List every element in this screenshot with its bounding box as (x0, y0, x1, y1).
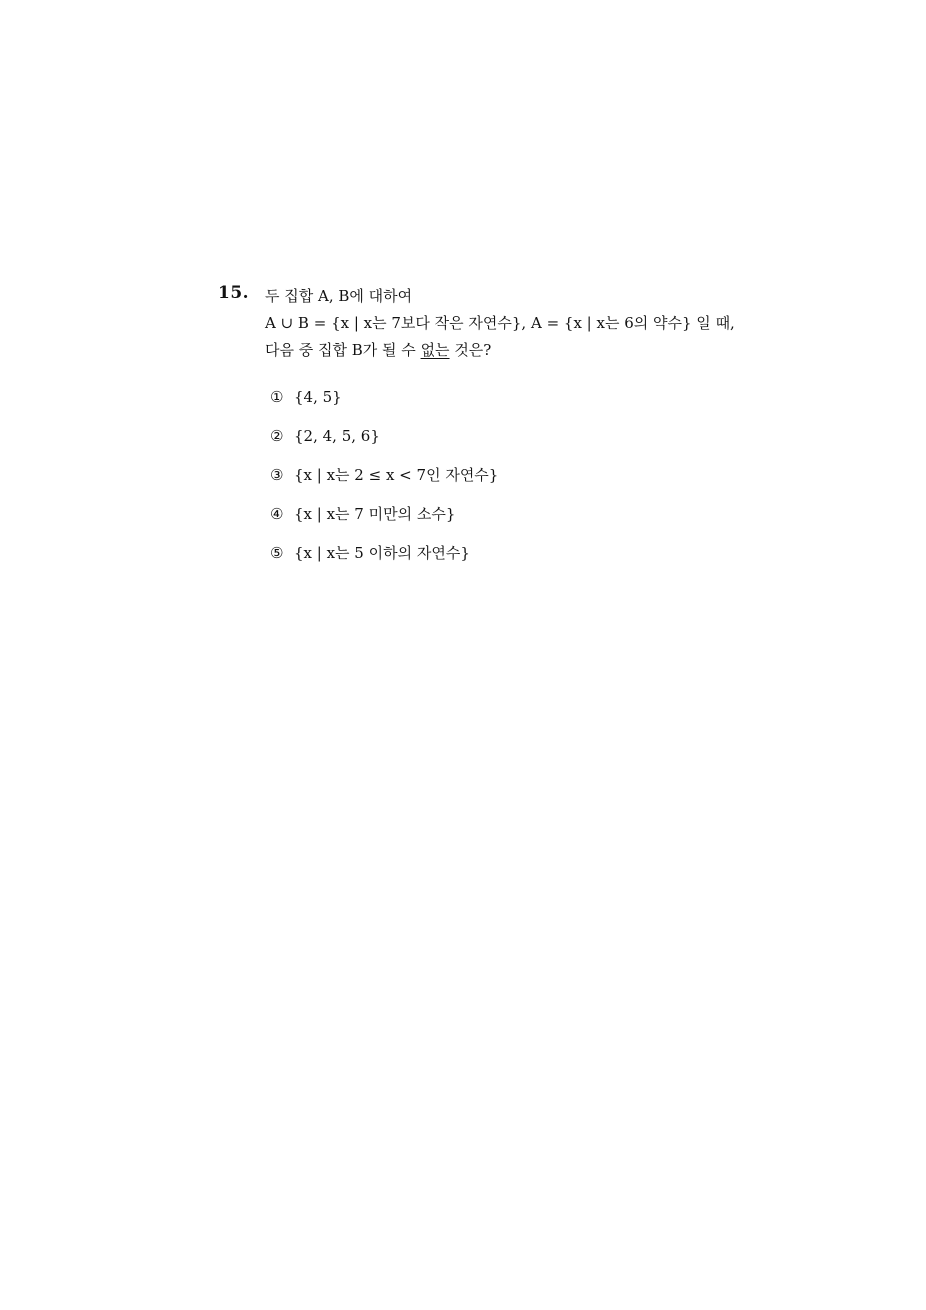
choice-3 (270, 465, 498, 504)
choice-5-marker: ⑤ (270, 544, 284, 562)
choice-1-marker: ① (270, 388, 284, 406)
stem-line-2: A ∪ B = {x | x는 7보다 작은 자연수}, A = {x | x는 6의 약수} 일 때, (265, 314, 735, 332)
choice-4-text: {x | x는 7 미만의 소수} (294, 505, 456, 523)
choice-2 (270, 426, 498, 465)
choice-2-marker: ② (270, 427, 284, 445)
choice-1-text: {4, 5} (294, 388, 342, 406)
underlined-keyword: 없는 (420, 341, 450, 359)
choice-4 (270, 504, 498, 543)
choice-3-marker: ③ (270, 466, 284, 484)
choice-3-text: {x | x는 2 ≤ x < 7인 자연수} (294, 466, 499, 484)
stem-line-3-before: 다음 중 집합 B가 될 수 (265, 341, 421, 359)
answer-choices (270, 387, 498, 582)
choice-1 (270, 387, 498, 426)
choice-5-text: {x | x는 5 이하의 자연수} (294, 544, 470, 562)
stem-line-1: 두 집합 A, B에 대하여 (265, 287, 413, 305)
stem-line-3 (265, 337, 785, 364)
stem-line-3-after: 것은? (449, 341, 492, 359)
choice-5 (270, 543, 498, 582)
choice-2-text: {2, 4, 5, 6} (294, 427, 380, 445)
choice-4-marker: ④ (270, 505, 284, 523)
question-number: 15. (218, 283, 250, 303)
question-stem (265, 283, 785, 364)
